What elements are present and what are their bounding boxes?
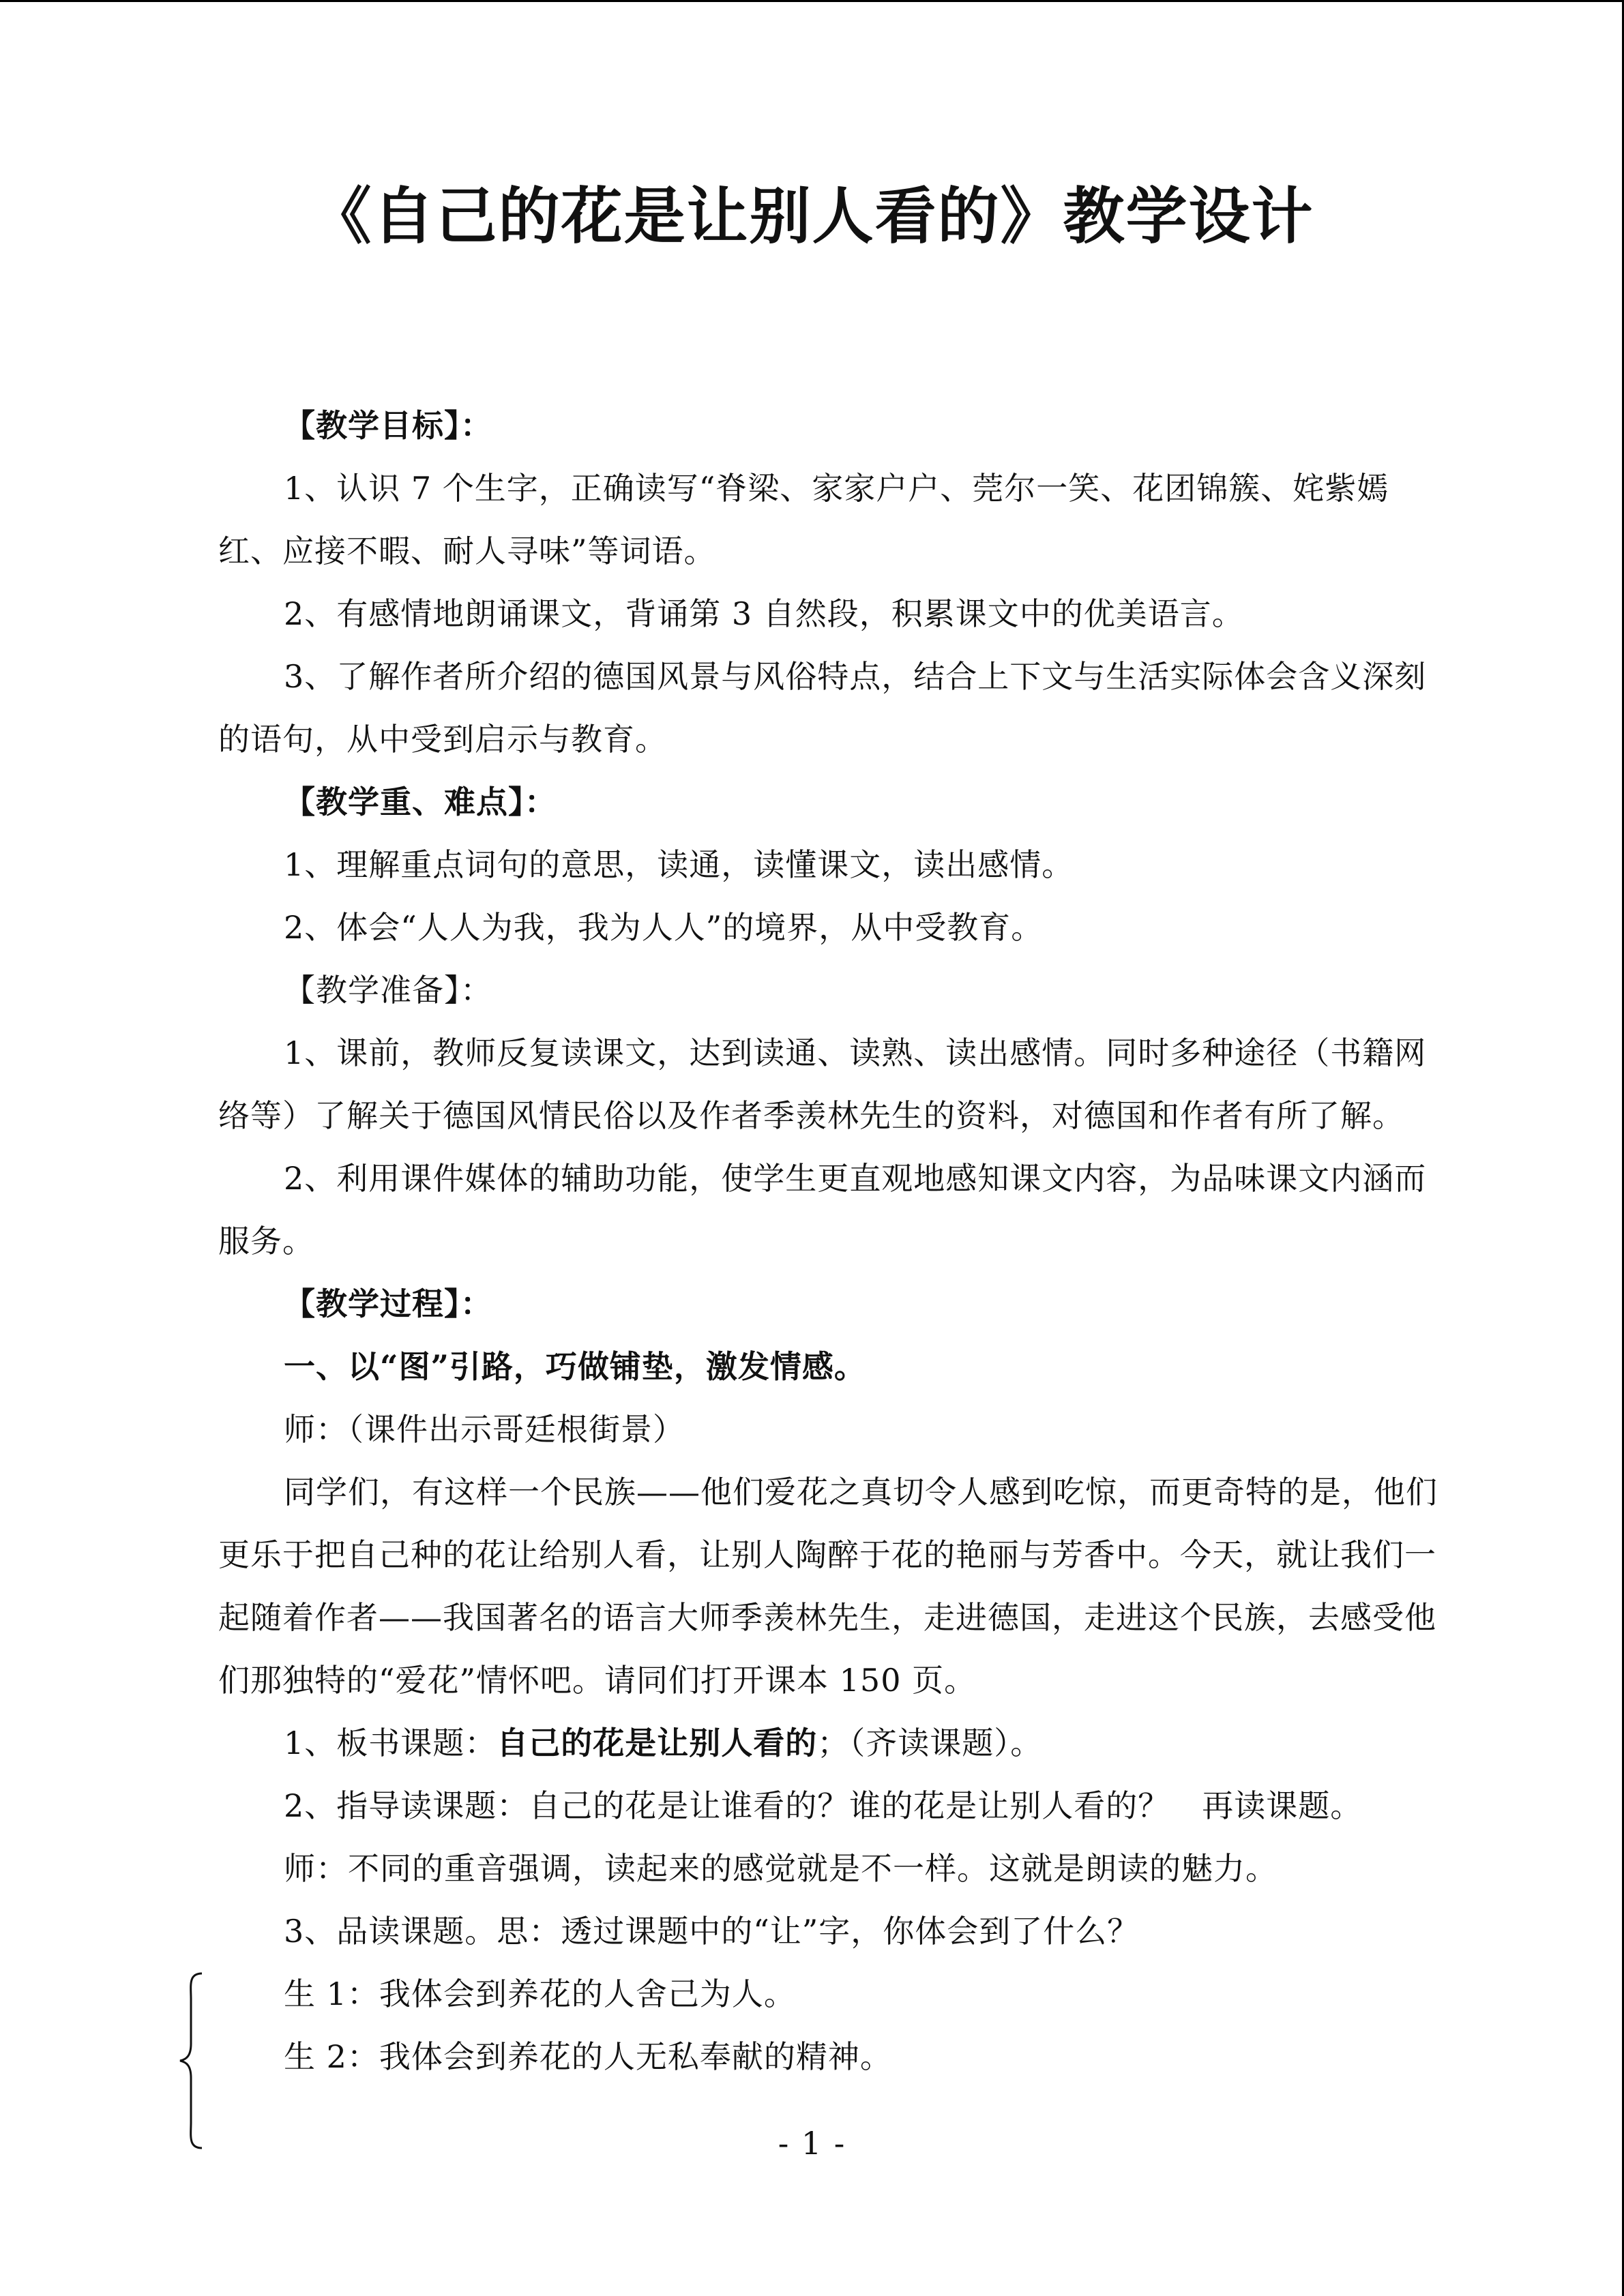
preparation-2: 2、利用课件媒体的辅助功能，使学生更直观地感知课文内容，为品味课文内涵而服务。	[218, 1160, 1427, 1259]
goals-heading: 【教学目标】：	[284, 407, 492, 444]
item-2: 2、指导读课题：自己的花是让谁看的？谁的花是让别人看的？ 再读课题。	[284, 1787, 1363, 1824]
key-point-1: 1、理解重点词句的意思，读通，读懂课文，读出感情。	[284, 846, 1074, 883]
teacher-line-2: 师：不同的重音强调，读起来的感觉就是不一样。这就是朗读的魅力。	[284, 1850, 1278, 1887]
page-number: - 1 -	[778, 2125, 846, 2162]
item-3: 3、品读课题。思：透过课题中的“让”字，你体会到了什么？	[284, 1913, 1140, 1950]
document-title: 《自己的花是让别人看的》教学设计	[310, 181, 1314, 252]
teacher-line-1: 师：（课件出示哥廷根街景）	[284, 1411, 685, 1448]
goal-2: 2、有感情地朗诵课文，背诵第 3 自然段，积累课文中的优美语言。	[284, 595, 1244, 632]
key-point-2: 2、体会“人人为我，我为人人”的境界，从中受教育。	[284, 909, 1044, 946]
student-answer-2: 生 2：我体会到养花的人无私奉献的精神。	[284, 2038, 892, 2075]
goal-3: 3、了解作者所介绍的德国风景与风俗特点，结合上下文与生活实际体会含义深刻的语句，从中受到启示与教育。	[218, 658, 1427, 758]
step-1-heading: 一、以“图”引路，巧做铺垫，激发情感。	[284, 1348, 866, 1385]
document-body	[218, 394, 1446, 2088]
preparation-heading: 【教学准备】：	[284, 972, 492, 1009]
student-answer-1: 生 1：我体会到养花的人舍己为人。	[284, 1976, 796, 2012]
item-1-prefix: 1、板书课题：	[284, 1725, 497, 1761]
item-1-title: 自己的花是让别人看的	[497, 1725, 818, 1761]
student-answers	[218, 1963, 1446, 2088]
goal-1: 1、认识 7 个生字，正确读写“脊梁、家家户户、莞尔一笑、花团锦簇、姹紫嫣红、应接不暇、耐人寻味”等词语。	[218, 470, 1389, 569]
key-points-heading: 【教学重、难点】：	[284, 784, 557, 820]
item-1	[218, 1712, 1446, 1774]
intro-paragraph: 同学们，有这样一个民族——他们爱花之真切令人感到吃惊，而更奇特的是，他们更乐于把自己种的花让给别人看，让别人陶醉于花的艳丽与芳香中。今天，就让我们一起随着作者——我国著名的语言大师季羡林先生，走进德国，走进这个民族，去感受他们那独特的“爱花”情怀吧。请同们打开课本 150 页。	[218, 1474, 1438, 1699]
preparation-1: 1、课前，教师反复读课文，达到读通、读熟、读出感情。同时多种途径（书籍网络等）了解关于德国风情民俗以及作者季羡林先生的资料，对德国和作者有所了解。	[218, 1034, 1427, 1134]
item-1-suffix: ；（齐读课题）。	[817, 1725, 1043, 1761]
process-heading: 【教学过程】：	[284, 1285, 492, 1322]
